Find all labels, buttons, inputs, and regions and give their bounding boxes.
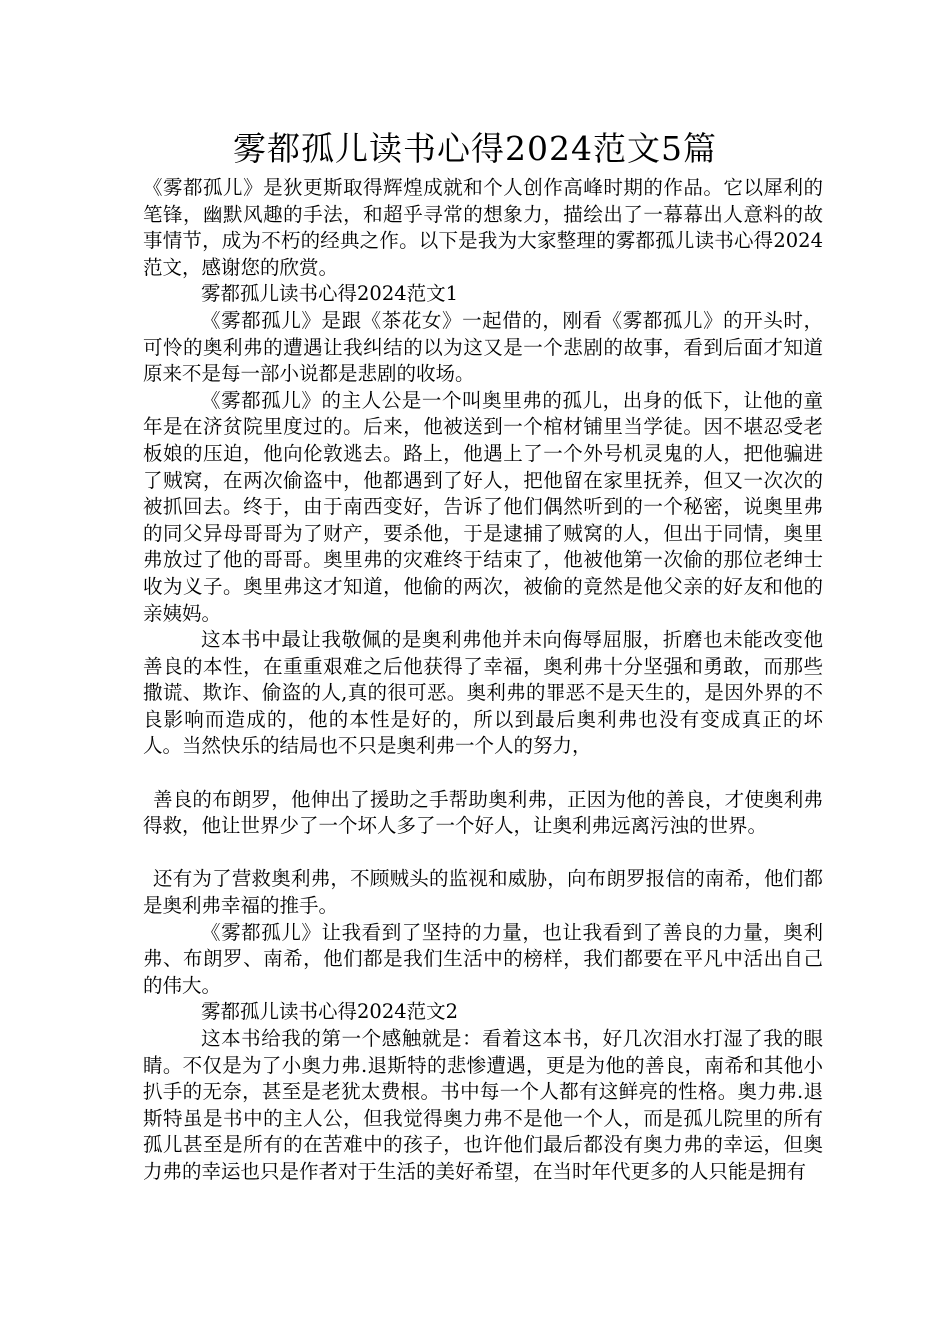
body-paragraph: 《雾都孤儿》的主人公是一个叫奥里弗的孤儿，出身的低下，让他的童年是在济贫院里度过的。后来，他被送到一个棺材铺里当学徒。因不堪忍受老板娘的压迫，他向伦敦逃去。路上，他遇上了一个外号机灵鬼的人，把他骗进了贼窝，在两次偷盗中，他都遇到了好人，把他留在家里抚养，但又一次次的被抓回去。终于，由于南西变好，告诉了他们偶然听到的一个秘密，说奥里弗的同父异母哥哥为了财产，要杀他，于是逮捕了贼窝的人，但出于同情，奥里弗放过了他的哥哥。奥里弗的灾难终于结束了，他被他第一次偷的那位老绅士收为义子。奥里弗这才知道，他偷的两次，被偷的竟然是他父亲的好友和他的亲姨妈。	[143, 388, 823, 625]
section-heading-2: 雾都孤儿读书心得2024范文2	[201, 1000, 459, 1024]
body-paragraph: 《雾都孤儿》是跟《茶花女》一起借的，刚看《雾都孤儿》的开头时，可怜的奥利弗的遭遇让我纠结的以为这又是一个悲剧的故事，看到后面才知道原来不是每一部小说都是悲剧的收场。	[143, 308, 823, 386]
document-body	[143, 175, 823, 1186]
document-title: 雾都孤儿读书心得2024范文5篇	[233, 129, 717, 168]
paragraph-gap	[143, 760, 823, 787]
section-heading-1: 雾都孤儿读书心得2024范文1	[201, 282, 459, 306]
body-paragraph: 这本书给我的第一个感触就是：看着这本书，好几次泪水打湿了我的眼睛。不仅是为了小奥力弗.退斯特的悲惨遭遇，更是为他的善良，南希和其他小扒手的无奈，甚至是老犹太费根。书中每一个人都有这鲜亮的性格。奥力弗.退斯特虽是书中的主人公，但我觉得奥力弗不是他一个人，而是孤儿院里的所有孤儿甚至是所有的在苦难中的孩子，也许他们最后都没有奥力弗的幸运，但奥力弗的幸运也只是作者对于生活的美好希望，在当时年代更多的人只能是拥有	[143, 1027, 823, 1183]
body-paragraph: 还有为了营救奥利弗，不顾贼头的监视和威胁，向布朗罗报信的南希，他们都是奥利弗幸福的推手。	[143, 867, 823, 918]
body-paragraph: 善良的布朗罗，他伸出了援助之手帮助奥利弗，正因为他的善良，才使奥利弗得救，他让世界少了一个坏人多了一个好人，让奥利弗远离污浊的世界。	[143, 787, 823, 838]
body-paragraph: 这本书中最让我敬佩的是奥利弗他并未向侮辱屈服，折磨也未能改变他善良的本性，在重重艰难之后他获得了幸福，奥利弗十分坚强和勇敢，而那些撒谎、欺诈、偷盗的人,真的很可恶。奥利弗的罪恶不是天生的，是因外界的不良影响而造成的，他的本性是好的，所以到最后奥利弗也没有变成真正的坏人。当然快乐的结局也不只是奥利弗一个人的努力，	[143, 628, 823, 758]
paragraph-gap	[143, 840, 823, 867]
intro-paragraph: 《雾都孤儿》是狄更斯取得辉煌成就和个人创作高峰时期的作品。它以犀利的笔锋，幽默风趣的手法，和超乎寻常的想象力，描绘出了一幕幕出人意料的故事情节，成为不朽的经典之作。以下是我为大家整理的雾都孤儿读书心得2024范文，感谢您的欣赏。	[143, 176, 823, 279]
body-paragraph: 《雾都孤儿》让我看到了坚持的力量，也让我看到了善良的力量，奥利弗、布朗罗、南希，他们都是我们生活中的榜样，我们都要在平凡中活出自己的伟大。	[143, 920, 823, 997]
